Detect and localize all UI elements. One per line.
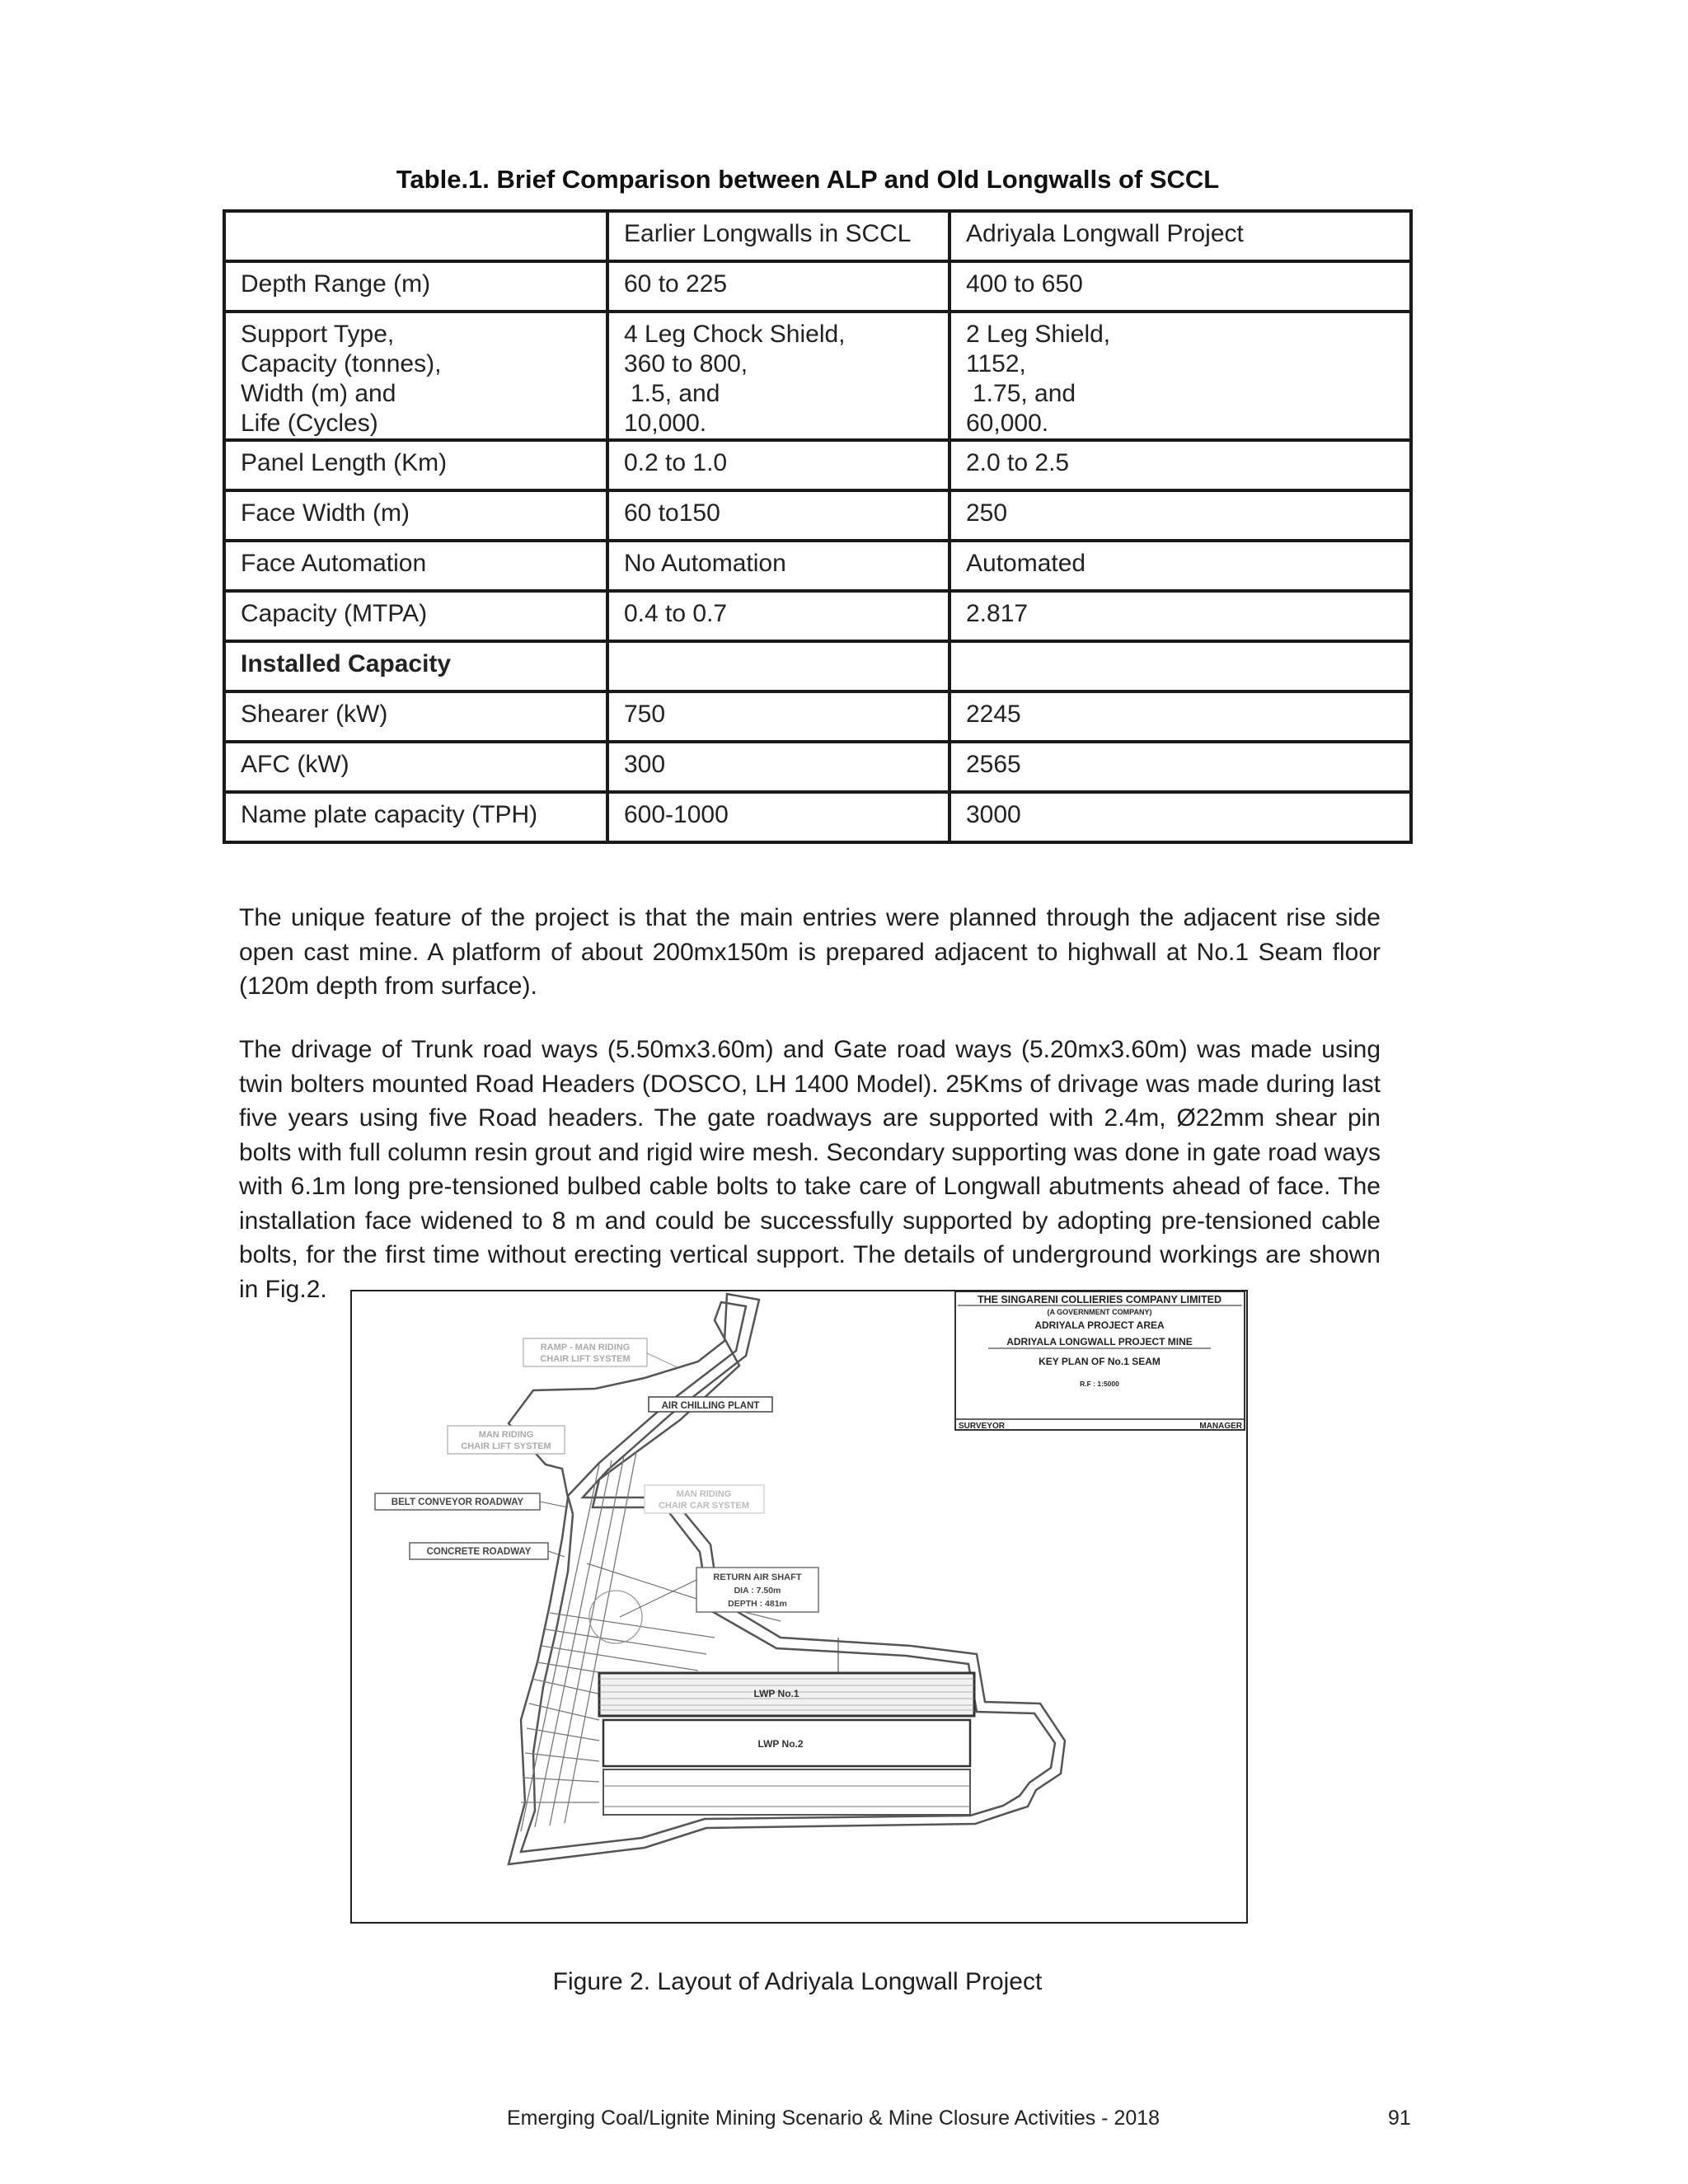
table-column-header: Adriyala Longwall Project (950, 211, 1411, 261)
cell-line: 10,000. (624, 410, 707, 437)
row-label: AFC (kW) (224, 742, 607, 792)
cell-line: 4 Leg Chock Shield, (624, 321, 846, 348)
table-cell: Automated (950, 541, 1411, 591)
table-cell (950, 312, 1411, 440)
table-row (224, 261, 1411, 312)
table-row (224, 440, 1411, 490)
company-type: (A GOVERNMENT COMPANY) (1047, 1308, 1152, 1316)
label-ramp-line1: RAMP - MAN RIDING (540, 1343, 631, 1352)
body-paragraph: The drivage of Trunk road ways (5.50mx3.60m) and Gate road ways (5.20mx3.60m) was made using twin bolters mounted Road Headers (DOSCO, LH 1400 Model). 25Kms of drivage was made during last five years using five Road headers. The gate roadways are supported with 2.4m, Ø22mm shear pin bolts with full column resin grout and rigid wire mesh. Secondary supporting was done in gate road ways with 6.1m long pre-tensioned bulbed cable bolts to take care of Longwall abutments ahead of face. The installation face widened to 8 m and could be successfully supported by adopting pre-tensioned cable bolts, for the first time without erecting vertical support. The details of underground workings are shown in Fig.2. (239, 1036, 1381, 1303)
plan-title: KEY PLAN OF No.1 SEAM (1039, 1356, 1160, 1367)
row-label: Panel Length (Km) (224, 440, 607, 490)
row-label-line: Support Type, (241, 321, 395, 348)
label-shaft-depth: DEPTH : 481m (728, 1599, 787, 1609)
table-cell: 3000 (950, 792, 1411, 842)
table-cell: 750 (607, 691, 950, 742)
row-label-line: Life (Cycles) (241, 410, 378, 437)
table-cell (950, 641, 1411, 691)
plan-scale: R.F : 1:5000 (1080, 1380, 1119, 1388)
company-name: THE SINGARENI COLLIERIES COMPANY LIMITED (977, 1294, 1222, 1305)
row-label: Name plate capacity (TPH) (224, 792, 607, 842)
table-cell (224, 211, 607, 261)
label-air-chilling-plant: AIR CHILLING PLANT (661, 1401, 760, 1411)
title-block (955, 1291, 1245, 1431)
page-number: 91 (1388, 2107, 1411, 2130)
row-label-line: Width (m) and (241, 380, 396, 407)
row-label (224, 312, 607, 440)
label-man-car-line2: CHAIR CAR SYSTEM (658, 1501, 750, 1511)
table-column-header: Earlier Longwalls in SCCL (607, 211, 950, 261)
cell-line: 1152, (966, 350, 1026, 377)
table-header-row (224, 211, 1411, 261)
label-lwp1: LWP No.1 (753, 1688, 799, 1699)
row-label: Shearer (kW) (224, 691, 607, 742)
table-cell: 2565 (950, 742, 1411, 792)
cell-line: 1.75, and (973, 380, 1076, 407)
table-cell: 0.4 to 0.7 (607, 591, 950, 641)
table-cell: 2.817 (950, 591, 1411, 641)
table-row (224, 490, 1411, 541)
table-title: Table.1. Brief Comparison between ALP and Old Longwalls of SCCL (396, 165, 1220, 194)
label-belt-conveyor: BELT CONVEYOR ROADWAY (391, 1497, 524, 1507)
mine-name: ADRIYALA LONGWALL PROJECT MINE (1006, 1336, 1193, 1347)
table-cell: 0.2 to 1.0 (607, 440, 950, 490)
cell-line: 2 Leg Shield, (966, 321, 1111, 348)
label-shaft-diameter: DIA : 7.50m (734, 1586, 781, 1596)
table-cell: 2245 (950, 691, 1411, 742)
label-man-riding-line2: CHAIR LIFT SYSTEM (461, 1441, 551, 1451)
cell-line: 60,000. (966, 410, 1049, 437)
label-man-car-line1: MAN RIDING (676, 1489, 732, 1499)
table-cell: 60 to 225 (607, 261, 950, 312)
section-label: Installed Capacity (224, 641, 607, 691)
body-paragraph: The unique feature of the project is that the main entries were planned through the adjacent rise side open cast mine. A platform of about 200mx150m is prepared adjacent to highwall at No.1 Seam floor (120m depth from surface). (239, 904, 1381, 1000)
table-cell: No Automation (607, 541, 950, 591)
table-cell: 600-1000 (607, 792, 950, 842)
table-row (224, 541, 1411, 591)
table-cell: 400 to 650 (950, 261, 1411, 312)
label-return-air-shaft: RETURN AIR SHAFT (713, 1572, 802, 1582)
row-label: Face Width (m) (224, 490, 607, 541)
label-lwp2: LWP No.2 (757, 1738, 804, 1750)
row-label: Face Automation (224, 541, 607, 591)
cell-line: 360 to 800, (624, 350, 748, 377)
figure-caption: Figure 2. Layout of Adriyala Longwall Project (552, 1968, 1043, 1995)
table-cell: 300 (607, 742, 950, 792)
mine-layout-drawing (352, 1291, 1246, 1922)
table-cell: 2.0 to 2.5 (950, 440, 1411, 490)
mine-layout-figure (350, 1290, 1248, 1924)
table-row (224, 312, 1411, 440)
label-ramp-line2: CHAIR LIFT SYSTEM (540, 1354, 631, 1364)
label-concrete-roadway: CONCRETE ROADWAY (426, 1547, 532, 1557)
cell-line: 1.5, and (631, 380, 720, 407)
table-cell (607, 641, 950, 691)
row-label-line: Capacity (tonnes), (241, 350, 442, 377)
table-row (224, 641, 1411, 691)
table-cell: 60 to150 (607, 490, 950, 541)
footer-text: Emerging Coal/Lignite Mining Scenario & Mine Closure Activities - 2018 (507, 2107, 1160, 2130)
table-row (224, 691, 1411, 742)
panel-lwp3 (603, 1769, 970, 1815)
row-label: Depth Range (m) (224, 261, 607, 312)
table-row (224, 591, 1411, 641)
project-area: ADRIYALA PROJECT AREA (1034, 1319, 1165, 1331)
row-label: Capacity (MTPA) (224, 591, 607, 641)
manager-label: MANAGER (1199, 1422, 1242, 1431)
surveyor-label: SURVEYOR (959, 1422, 1005, 1431)
table-row (224, 742, 1411, 792)
table-row (224, 792, 1411, 842)
label-man-riding-line1: MAN RIDING (478, 1430, 534, 1440)
table-cell: 250 (950, 490, 1411, 541)
table-cell (607, 312, 950, 440)
comparison-table (223, 209, 1413, 844)
